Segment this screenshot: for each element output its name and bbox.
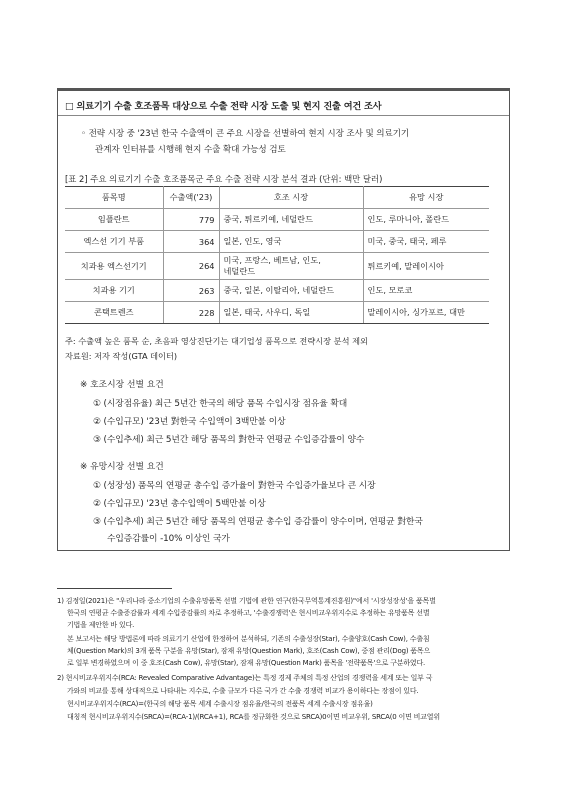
- promising-criteria-item-3: ③ (수입추세) 최근 5년간 해당 품목의 연평균 총수입 증감률이 양수이며, 연평균 對한국: [93, 517, 423, 527]
- promising-criteria-title: ※ 유망시장 선별 요건: [80, 462, 164, 472]
- good-criteria-item-1: ① (시장점유율) 최근 5년간 한국의 해당 품목 수입시장 점유율 확대: [93, 399, 348, 409]
- footnote-2-line-3: 현시비교우위지수(RCA)=(한국의 해당 품목 세계 수출시장 점유율/한국의 전품목 세계 수출시장 점유율): [67, 700, 373, 708]
- promising-criteria-item-2: ② (수입규모) '23년 총수입액이 5백만불 이상: [93, 499, 266, 509]
- cell-promising: 인도, 루마니아, 폴란드: [363, 209, 489, 231]
- footnote-1-line-5: 체(Question Mark)의 3개 품목 구분을 유망(Star), 잠재 유망(Question Mark), 호조(Cash Cow), 중점 관리(Dog) 품목으: [67, 647, 431, 655]
- cell-export: 264: [163, 253, 219, 280]
- cell-promising: 튀르키예, 말레이시아: [363, 253, 489, 280]
- cell-item: 엑스선 기기 부품: [65, 231, 163, 253]
- footnote-1-line-6: 로 일부 변경하였으며 이 중 호조(Cash Cow), 유망(Star), 잠재 유망(Question Mark) 품목을 '전략품목'으로 구분하였다.: [67, 659, 426, 667]
- cell-good-line-1: 미국, 프랑스, 베트남, 인도,: [223, 255, 321, 265]
- table-row: [65, 231, 489, 253]
- cell-export: 228: [163, 302, 219, 324]
- table-caption: [표 2] 주요 의료기기 수출 호조품목군 주요 수출 전략 시장 분석 결과 (단위: 백만 달러): [65, 174, 383, 184]
- table-note: 주: 수출액 높은 품목 순, 초음파 영상진단기는 대기업성 품목으로 전략시장 분석 제외: [65, 336, 368, 346]
- good-criteria-title: ※ 호조시장 선별 요건: [80, 380, 164, 390]
- cell-item: 임플란트: [65, 209, 163, 231]
- header-promising-market: 유망 시장: [363, 187, 489, 209]
- table-row: [65, 209, 489, 231]
- cell-promising: 말레이시아, 싱가포르, 대만: [363, 302, 489, 324]
- footnote-1-line-4: 본 보고서는 해당 방법론에 따라 의료기기 산업에 한정하여 분석하되, 기존의 수출성장(Star), 수출양호(Cash Cow), 수출침: [67, 635, 430, 643]
- bullet-line-1: ◦ 전략 시장 중 '23년 한국 수출액이 큰 주요 시장을 선별하여 현지 시장 조사 및 의료기기: [81, 129, 410, 139]
- cell-good: 중국, 튀르키예, 네덜란드: [219, 209, 363, 231]
- good-criteria-item-3: ③ (수입추세) 최근 5년간 해당 품목의 對한국 연평균 수입증감률이 양수: [93, 435, 365, 445]
- cell-good: 일본, 인도, 영국: [219, 231, 363, 253]
- cell-promising: 미국, 중국, 태국, 페루: [363, 231, 489, 253]
- promising-criteria-item-1: ① (성장성) 품목의 연평균 총수입 증가율이 對한국 수입증가율보다 큰 시장: [93, 481, 376, 491]
- cell-export: 263: [163, 280, 219, 302]
- promising-criteria-item-3-cont: 수입증감률이 -10% 이상인 국가: [107, 534, 230, 544]
- good-criteria-item-2: ② (수입규모) '23년 對한국 수입액이 3백만불 이상: [93, 417, 286, 427]
- table-row: [65, 302, 489, 324]
- footnote-1-line-3: 기법을 제안한 바 있다.: [67, 621, 135, 629]
- table-row: [65, 253, 489, 280]
- content-box: [57, 88, 510, 551]
- title-divider: [58, 115, 509, 116]
- cell-good: [219, 253, 363, 280]
- header-export: 수출액('23): [163, 187, 219, 209]
- bullet-line-2: 관계자 인터뷰를 시행해 현지 수출 확대 가능성 검토: [95, 145, 286, 155]
- header-item: 품목명: [65, 187, 163, 209]
- cell-item: 콘택트렌즈: [65, 302, 163, 324]
- section-title: □ 의료기기 수출 호조품목 대상으로 수출 전략 시장 도출 및 현지 진출 여건 조사: [65, 101, 382, 112]
- footnote-2-line-1: 2) 현시비교우위지수(RCA: Revealed Comparative Advantage)는 특정 경제 주체의 특정 산업의 경쟁력을 세계 또는 일부 국: [57, 674, 433, 682]
- table-source: 자료원: 저자 작성(GTA 데이터): [65, 351, 178, 361]
- footnote-2-line-4: 대칭적 현시비교우위지수(SRCA)=(RCA-1)/(RCA+1), RCA를 정규화한 것으로 SRCA)0이면 비교우위, SRCA(0 이면 비교열위: [67, 713, 440, 721]
- cell-export: 779: [163, 209, 219, 231]
- cell-item: 치과용 엑스선기기: [65, 253, 163, 280]
- footnote-divider: [57, 588, 172, 589]
- table-header-row: [65, 187, 489, 209]
- table-row: [65, 280, 489, 302]
- cell-good-line-2: 네덜란드: [223, 266, 256, 276]
- market-table: [65, 186, 489, 324]
- box-top-rule: [58, 89, 509, 91]
- cell-good: 일본, 태국, 사우디, 독일: [219, 302, 363, 324]
- cell-good: 중국, 일본, 이탈리아, 네덜란드: [219, 280, 363, 302]
- cell-promising: 인도, 모로코: [363, 280, 489, 302]
- footnote-1-line-1: 1) 김정일(2021)은 "우리나라 중소기업의 수출유망품목 선별 기법에 관한 연구(한국무역통계진흥원)"에서 '시장성장성'을 품목별: [57, 597, 436, 605]
- cell-item: 치과용 기기: [65, 280, 163, 302]
- footnote-1-line-2: 한국의 연평균 수출증감률과 세계 수입증감률의 차로 추정하고, '수출경쟁력'은 현시비교우위지수로 추정하는 유망품목 선별: [67, 609, 430, 617]
- cell-export: 364: [163, 231, 219, 253]
- footnote-2-line-2: 가와의 비교를 통해 상대적으로 나타내는 지수로, 수출 규모가 다른 국가 간 수출 경쟁력 비교가 용이하다는 장점이 있다.: [67, 687, 419, 695]
- header-good-market: 호조 시장: [219, 187, 363, 209]
